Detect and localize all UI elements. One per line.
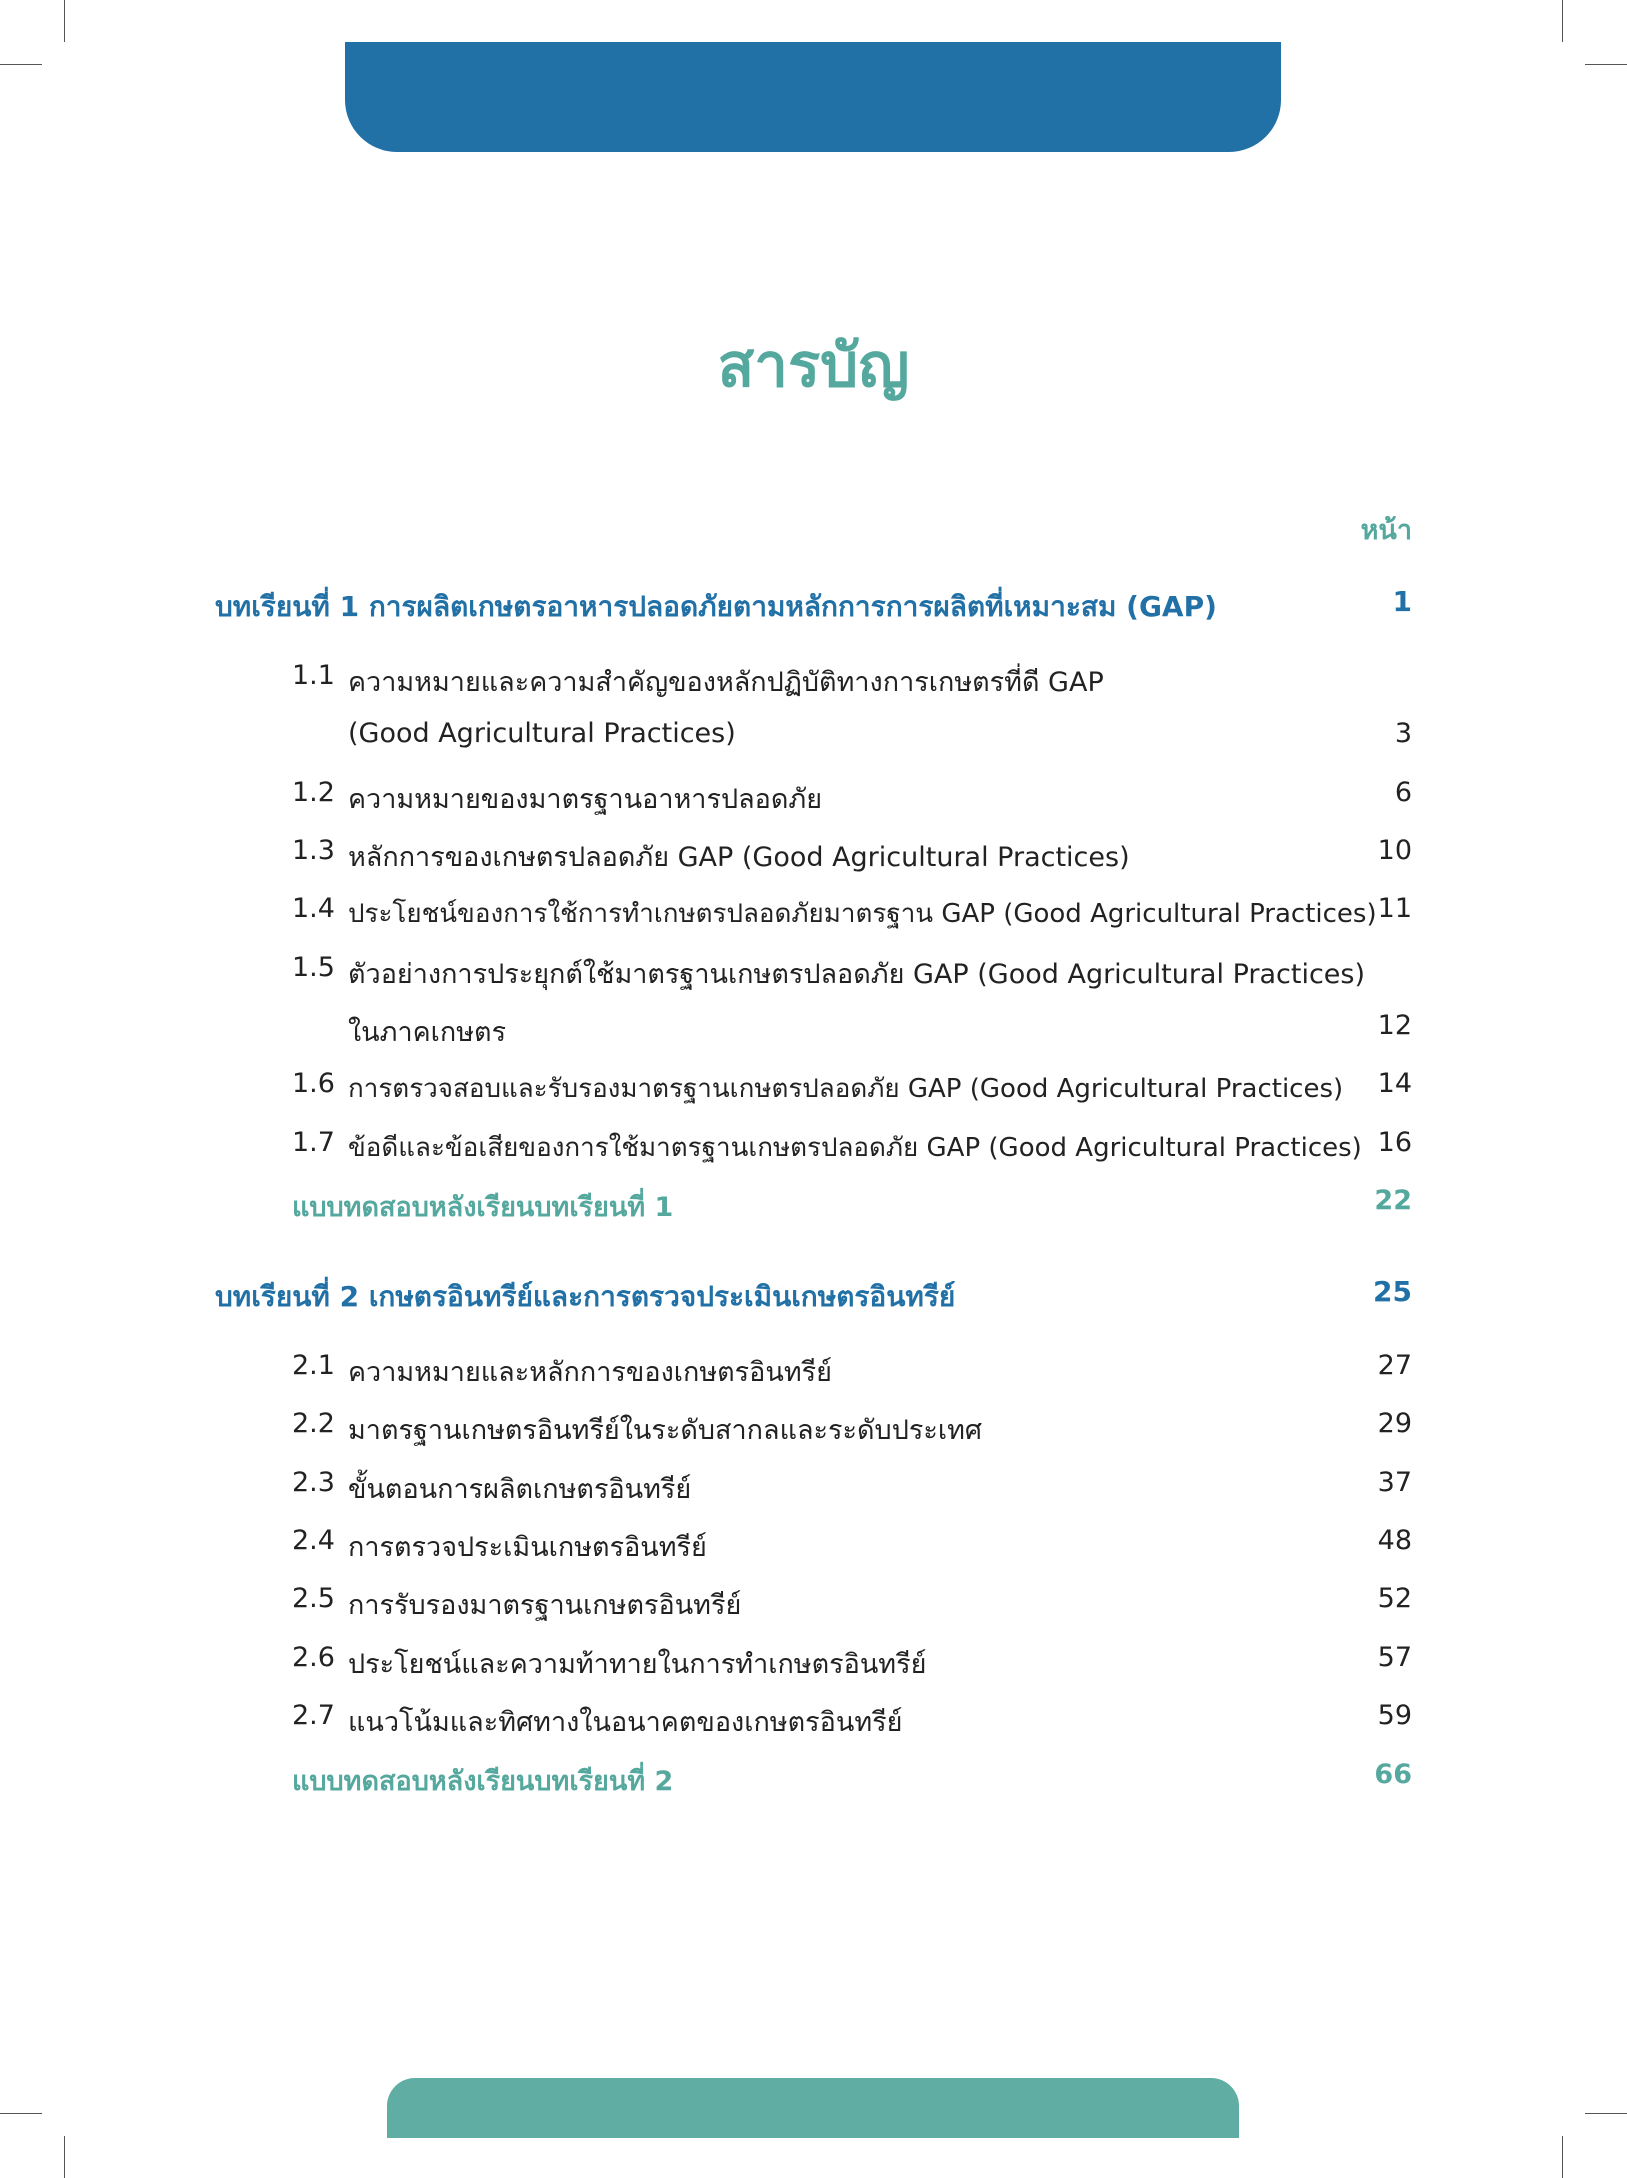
page-number: 48 <box>1377 1525 1412 1556</box>
section-title: ประโยชน์และความท้าทายในการทำเกษตรอินทรีย์ <box>348 1649 927 1680</box>
crop-mark <box>1585 64 1627 65</box>
toc-entry[interactable] <box>0 893 1627 943</box>
section-title-continued: (Good Agricultural Practices) <box>348 718 736 749</box>
page-number: 6 <box>1394 777 1412 808</box>
chapter-row[interactable] <box>0 585 1627 635</box>
page-number: 22 <box>1374 1185 1412 1216</box>
page-title: สารบัญ <box>717 331 910 401</box>
section-number: 1.7 <box>292 1127 335 1158</box>
section-number: 2.7 <box>292 1700 335 1731</box>
section-number: 1.2 <box>292 777 335 808</box>
toc-entry[interactable] <box>0 1350 1627 1400</box>
top-banner <box>345 42 1281 152</box>
crop-mark <box>1585 2113 1627 2114</box>
toc-entry[interactable] <box>0 835 1627 885</box>
page-number: 11 <box>1377 893 1412 924</box>
section-number: 2.1 <box>292 1350 335 1381</box>
section-title: แนวโน้มและทิศทางในอนาคตของเกษตรอินทรีย์ <box>348 1707 903 1738</box>
section-number: 2.5 <box>292 1583 335 1614</box>
section-number: 1.5 <box>292 952 335 983</box>
page-number: 16 <box>1377 1127 1412 1158</box>
page-column-header: หน้า <box>1360 515 1412 546</box>
crop-mark <box>64 0 65 42</box>
chapter-title: บทเรียนที่ 1 การผลิตเกษตรอาหารปลอดภัยตามหลักการการผลิตที่เหมาะสม (GAP) <box>215 590 1217 623</box>
section-title: ความหมายและหลักการของเกษตรอินทรีย์ <box>348 1357 832 1388</box>
section-title-continued: ในภาคเกษตร <box>348 1017 507 1048</box>
section-number: 1.4 <box>292 893 335 924</box>
crop-mark <box>1562 2136 1563 2178</box>
toc-entry[interactable] <box>0 1525 1627 1575</box>
section-title: การตรวจสอบและรับรองมาตรฐานเกษตรปลอดภัย GAP (Good Agricultural Practices) <box>348 1074 1344 1104</box>
chapter-row[interactable] <box>0 1275 1627 1325</box>
section-title: หลักการของเกษตรปลอดภัย GAP (Good Agricultural Practices) <box>348 842 1130 873</box>
toc-entry[interactable] <box>0 1583 1627 1633</box>
toc-entry[interactable] <box>0 1467 1627 1517</box>
section-title: การตรวจประเมินเกษตรอินทรีย์ <box>348 1532 707 1563</box>
section-number: 2.2 <box>292 1408 335 1439</box>
toc-entry[interactable] <box>0 660 1627 710</box>
page-number: 3 <box>1394 718 1412 749</box>
section-number: 1.6 <box>292 1068 335 1099</box>
toc-entry-continuation[interactable] <box>0 718 1627 768</box>
toc-entry[interactable] <box>0 1127 1627 1177</box>
page-number: 14 <box>1377 1068 1412 1099</box>
toc-entry[interactable] <box>0 1642 1627 1692</box>
crop-mark <box>0 2113 42 2114</box>
section-number: 2.6 <box>292 1642 335 1673</box>
page-number: 29 <box>1377 1408 1412 1439</box>
quiz-entry[interactable] <box>0 1759 1627 1809</box>
section-number: 2.3 <box>292 1467 335 1498</box>
section-title: ข้อดีและข้อเสียของการใช้มาตรฐานเกษตรปลอดภัย GAP (Good Agricultural Practices) <box>348 1133 1362 1163</box>
section-number: 1.1 <box>292 660 335 691</box>
section-number: 2.4 <box>292 1525 335 1556</box>
section-title: ประโยชน์ของการใช้การทำเกษตรปลอดภัยมาตรฐาน GAP (Good Agricultural Practices) <box>348 899 1377 929</box>
quiz-entry[interactable] <box>0 1185 1627 1235</box>
crop-mark <box>64 2136 65 2178</box>
page-number: 12 <box>1377 1010 1412 1041</box>
page-number: 59 <box>1377 1700 1412 1731</box>
section-title: ความหมายและความสำคัญของหลักปฏิบัติทางการเกษตรที่ดี GAP <box>348 667 1104 698</box>
toc-entry[interactable] <box>0 777 1627 827</box>
section-number: 1.3 <box>292 835 335 866</box>
toc-entry[interactable] <box>0 1408 1627 1458</box>
page-number: 25 <box>1373 1275 1412 1308</box>
toc-entry[interactable] <box>0 1700 1627 1750</box>
crop-mark <box>0 64 42 65</box>
toc-entry[interactable] <box>0 952 1627 1002</box>
quiz-title: แบบทดสอบหลังเรียนบทเรียนที่ 1 <box>292 1192 674 1223</box>
toc-entry-continuation[interactable] <box>0 1010 1627 1060</box>
section-title: ขั้นตอนการผลิตเกษตรอินทรีย์ <box>348 1474 692 1505</box>
toc-entry[interactable] <box>0 1068 1627 1118</box>
page-number: 52 <box>1377 1583 1412 1614</box>
section-title: ตัวอย่างการประยุกต์ใช้มาตรฐานเกษตรปลอดภัย GAP (Good Agricultural Practices) <box>348 959 1366 990</box>
page-number: 37 <box>1377 1467 1412 1498</box>
section-title: มาตรฐานเกษตรอินทรีย์ในระดับสากลและระดับประเทศ <box>348 1415 982 1446</box>
page-number: 1 <box>1392 585 1412 618</box>
section-title: การรับรองมาตรฐานเกษตรอินทรีย์ <box>348 1590 742 1621</box>
page-number: 57 <box>1377 1642 1412 1673</box>
section-title: ความหมายของมาตรฐานอาหารปลอดภัย <box>348 784 823 815</box>
bottom-banner <box>387 2078 1239 2138</box>
chapter-title: บทเรียนที่ 2 เกษตรอินทรีย์และการตรวจประเมินเกษตรอินทรีย์ <box>215 1280 956 1313</box>
page-number: 10 <box>1377 835 1412 866</box>
quiz-title: แบบทดสอบหลังเรียนบทเรียนที่ 2 <box>292 1766 674 1797</box>
page-number: 27 <box>1377 1350 1412 1381</box>
crop-mark <box>1562 0 1563 42</box>
page-number: 66 <box>1374 1759 1412 1790</box>
